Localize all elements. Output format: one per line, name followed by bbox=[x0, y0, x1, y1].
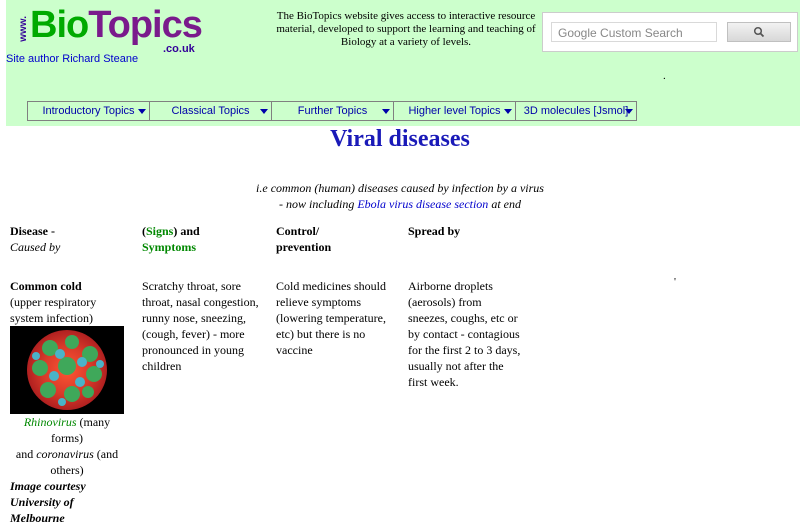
rhinovirus-image bbox=[10, 326, 124, 414]
page-subtitle bbox=[150, 180, 650, 212]
column-header-symptoms: (Signs) and Symptoms bbox=[142, 224, 200, 254]
nav-label: Higher level Topics bbox=[408, 105, 501, 117]
image-caption: Rhinovirus (many forms) and coronavirus (and others) bbox=[15, 415, 119, 477]
nav-label: Introductory Topics bbox=[42, 105, 135, 117]
nav-further-topics[interactable] bbox=[271, 101, 393, 121]
nav-3d-molecules[interactable] bbox=[515, 101, 637, 121]
stray-dot: . bbox=[663, 70, 666, 82]
disease-name-cell bbox=[10, 278, 128, 326]
dropdown-arrow-icon bbox=[625, 109, 633, 114]
search-icon bbox=[753, 26, 765, 38]
rhinovirus-link[interactable]: Rhinovirus bbox=[23, 415, 77, 429]
site-intro-text: The BioTopics website gives access to interactive resource material, developed to support the learning and teaching of Biology at a variety of levels. bbox=[276, 10, 536, 48]
biotopics-logo[interactable] bbox=[18, 4, 208, 56]
search-box bbox=[542, 12, 798, 52]
subtitle-line-1: i.e common (human) diseases caused by infection by a virus bbox=[256, 181, 544, 195]
disease-name: Common cold bbox=[10, 279, 82, 293]
dropdown-arrow-icon bbox=[260, 109, 268, 114]
image-courtesy: Image courtesy University of Melbourne bbox=[10, 479, 86, 525]
logo-couk-text: .co.uk bbox=[163, 43, 195, 55]
nav-label: Further Topics bbox=[297, 105, 368, 117]
spread-cell: Airborne droplets (aerosols) from sneezes, coughs, etc or by contact - contagious for the first 2 to 3 days, usually not after the first week. bbox=[408, 279, 521, 389]
disease-subtitle: (upper respiratory system infection) bbox=[10, 295, 97, 325]
stray-apostrophe: ' bbox=[674, 276, 676, 288]
column-header-control: Control/ prevention bbox=[276, 224, 332, 254]
search-input[interactable]: Google Custom Search bbox=[551, 22, 717, 42]
subtitle-line-2: - now including Ebola virus disease section at end bbox=[279, 197, 521, 211]
control-cell: Cold medicines should relieve symptoms (lowering temperature, etc) but there is no vaccine bbox=[276, 279, 386, 357]
ebola-section-link[interactable]: Ebola virus disease section bbox=[357, 197, 489, 211]
logo-wordmark: BioTopics bbox=[30, 4, 202, 46]
page-title: Viral diseases bbox=[330, 126, 470, 152]
column-header-spread: Spread by bbox=[408, 224, 461, 238]
logo-www-text: www. bbox=[18, 16, 29, 42]
nav-label: 3D molecules [Jsmol] bbox=[523, 105, 629, 117]
column-header-disease: Disease - Caused by bbox=[10, 224, 61, 254]
nav-classical-topics[interactable] bbox=[149, 101, 271, 121]
nav-introductory-topics[interactable] bbox=[27, 101, 149, 121]
symptoms-cell: Scratchy throat, sore throat, nasal congestion, runny nose, sneezing, (cough, fever) - more pronounced in young children bbox=[142, 279, 259, 373]
dropdown-arrow-icon bbox=[382, 109, 390, 114]
dropdown-arrow-icon bbox=[138, 109, 146, 114]
dropdown-arrow-icon bbox=[504, 109, 512, 114]
search-button[interactable] bbox=[727, 22, 791, 42]
main-nav bbox=[27, 101, 637, 121]
nav-label: Classical Topics bbox=[171, 105, 250, 117]
nav-higher-level-topics[interactable] bbox=[393, 101, 515, 121]
site-author-link[interactable]: Site author Richard Steane bbox=[6, 53, 139, 65]
